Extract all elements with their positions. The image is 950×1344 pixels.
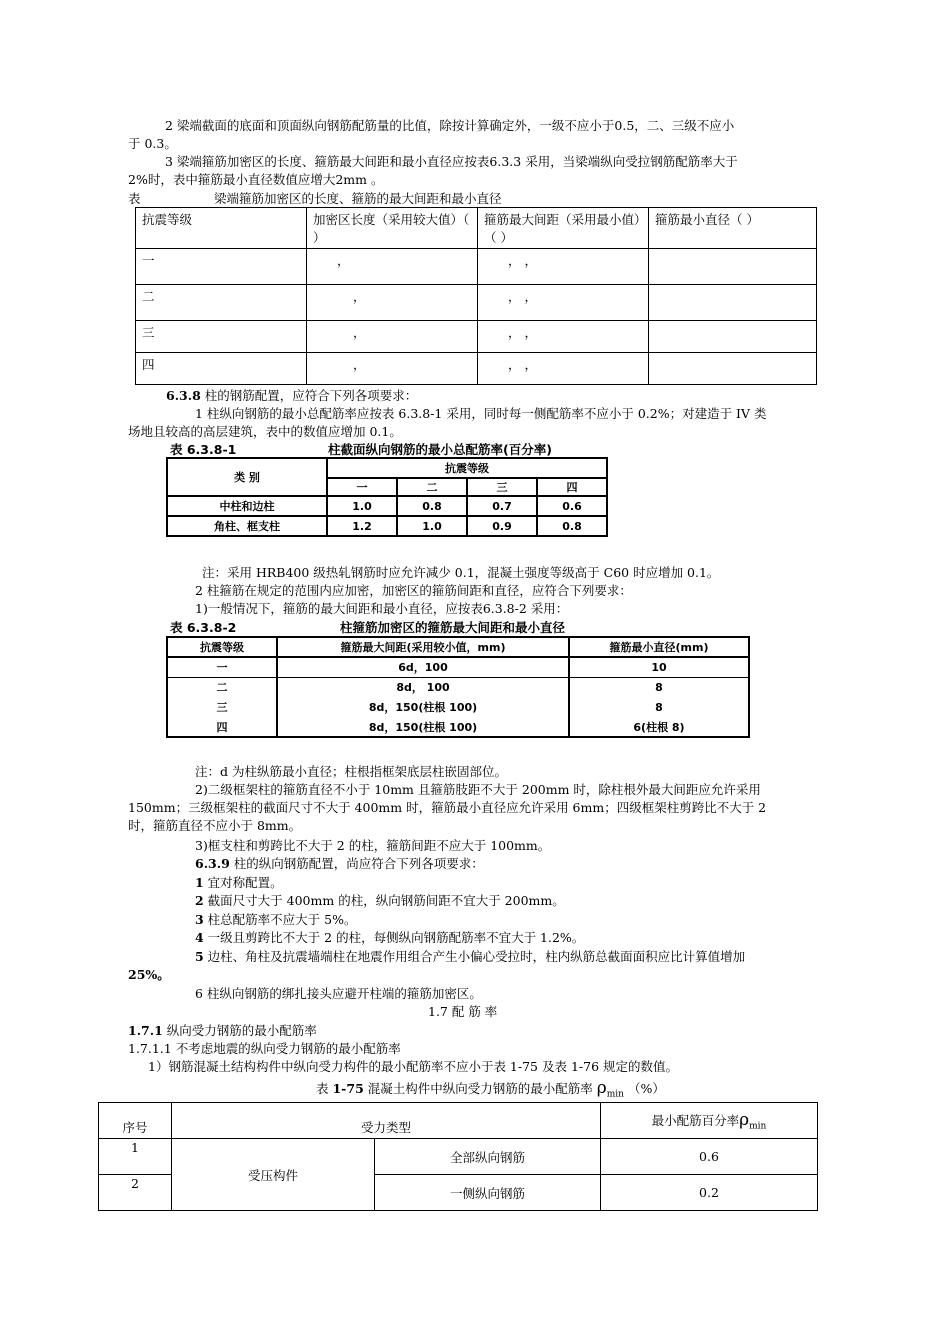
t4-cell-no: 1 <box>99 1139 172 1175</box>
t3-cell: 8d， 100 <box>277 677 569 697</box>
table-row <box>136 353 817 385</box>
t3-cell: 四 <box>167 717 277 737</box>
min-reinforcement-table <box>98 1102 818 1211</box>
beam-stirrup-table <box>135 207 817 385</box>
para-3-line2: 2%时，表中箍筋最小直径数值应增大2mm 。 <box>128 172 384 187</box>
t1-cell <box>649 321 817 353</box>
s639-item: 2 截面尺寸大于 400mm 的柱，纵向钢筋间距不宜大于 200mm。 <box>195 893 565 908</box>
t3-cell: 二 <box>167 677 277 697</box>
t2-category-header: 类 别 <box>167 458 327 496</box>
table-row <box>167 516 607 536</box>
t2-level: 二 <box>397 478 467 496</box>
t1-cell: 三 <box>136 321 307 353</box>
t1-cell: ， ， <box>478 285 649 321</box>
t1-cell: ， <box>307 353 478 385</box>
t1-cell <box>649 353 817 385</box>
column-reinforcement-ratio-table <box>166 457 608 537</box>
t4-header-type: 受力类型 <box>172 1103 601 1139</box>
section-1-7-p1: 1）钢筋混凝土结构构件中纵向受力构件的最小配筋率不应小于表 1-75 及表 1-76 规定的数值。 <box>148 1059 679 1074</box>
t1-header-diameter: 箍筋最小直径（ ） <box>649 208 817 249</box>
table3-title: 柱箍筋加密区的箍筋最大间距和最小直径 <box>340 620 566 635</box>
para-stirrup-dense: 2 柱箍筋在规定的范围内应加密，加密区的箍筋间距和直径，应符合下列要求： <box>195 583 632 598</box>
t4-cell-type: 全部纵向钢筋 <box>375 1139 601 1175</box>
s639-item5-cont: 25%。 <box>128 967 170 982</box>
table2-number: 表 6.3.8-1 <box>170 442 237 457</box>
para-2-level-line1: 2)二级框架柱的箍筋直径不小于 10mm 且箍筋肢距不大于 200mm 时，除柱根外最大间距应允许采用 <box>195 782 761 797</box>
section-638-p1-line1: 1 柱纵向钢筋的最小总配筋率应按表 6.3.8-1 采用，同时每一侧配筋率不应小于 0.2%；对建造于 IV 类 <box>195 406 767 421</box>
t1-header-grade: 抗震等级 <box>136 208 307 249</box>
t3-header-grade: 抗震等级 <box>167 637 277 657</box>
table-row <box>99 1139 818 1175</box>
rho-subscript: min <box>606 1089 624 1100</box>
t3-cell: 6d，100 <box>277 657 569 677</box>
t1-cell: ， ， <box>478 321 649 353</box>
t4-cell-type: 一侧纵向钢筋 <box>375 1175 601 1211</box>
t2-row-name: 角柱、框支柱 <box>167 516 327 536</box>
t1-cell <box>649 249 817 285</box>
table-row <box>167 717 749 737</box>
t2-cell: 1.0 <box>397 516 467 536</box>
section-638-p1-line2: 场地且较高的高层建筑，表中的数值应增加 0.1。 <box>128 424 402 439</box>
note-d: 注：d 为柱纵筋最小直径；柱根指框架底层柱嵌固部位。 <box>195 764 507 779</box>
s639-item: 4 一级且剪跨比不大于 2 的柱，每侧纵向钢筋配筋率不宜大于 1.2%。 <box>195 930 585 945</box>
t1-header-length: 加密区长度（采用较大值）（ ） <box>307 208 478 249</box>
table-row <box>136 321 817 353</box>
table-row <box>167 657 749 677</box>
t2-cell: 0.7 <box>467 496 537 516</box>
t2-cell: 0.8 <box>537 516 607 536</box>
t4-cell-rate: 0.2 <box>601 1175 818 1211</box>
t1-header-spacing: 箍筋最大间距（采用最小值）（ ） <box>478 208 649 249</box>
t2-level: 三 <box>467 478 537 496</box>
note-hrb400: 注：采用 HRB400 级热轧钢筋时应允许减少 0.1，混凝土强度等级高于 C60 时应增加 0.1。 <box>202 565 720 580</box>
t1-cell: ， <box>307 321 478 353</box>
para-general-case: 1)一般情况下，箍筋的最大间距和最小直径，应按表6.3.8-2 采用： <box>195 601 569 616</box>
table-row <box>136 249 817 285</box>
para-2-level-line2: 150mm；三级框架柱的截面尺寸不大于 400mm 时，箍筋最小直径应允许采用 6mm；四级框架柱剪跨比不大于 2 <box>128 800 767 815</box>
t1-cell: 二 <box>136 285 307 321</box>
t3-cell: 一 <box>167 657 277 677</box>
t4-header-no: 序号 <box>99 1103 172 1139</box>
t3-cell: 8 <box>569 697 749 717</box>
column-stirrup-table <box>166 636 750 738</box>
section-1-7-heading: 1.7 配 筋 率 <box>428 1004 498 1019</box>
t4-cell-rate: 0.6 <box>601 1139 818 1175</box>
section-638: 6.3.8 柱的钢筋配置，应符合下列各项要求： <box>166 388 418 403</box>
t3-header-diameter: 箍筋最小直径(mm) <box>569 637 749 657</box>
t4-cell-no: 2 <box>99 1175 172 1211</box>
t1-cell: 四 <box>136 353 307 385</box>
s639-item: 3 柱总配筋率不应大于 5%。 <box>195 912 357 927</box>
s639-item: 5 边柱、角柱及抗震墙端柱在地震作用组合产生小偏心受拉时，柱内纵筋总截面面积应比计算值增加 <box>195 949 746 964</box>
table-row <box>136 285 817 321</box>
rho-symbol: ρ <box>596 1078 607 1098</box>
s639-item6: 6 柱纵向钢筋的绑扎接头应避开柱端的箍筋加密区。 <box>195 986 482 1001</box>
t3-cell: 6(柱根 8) <box>569 717 749 737</box>
t4-cell-group: 受压构件 <box>172 1139 375 1211</box>
t1-cell: 一 <box>136 249 307 285</box>
t1-cell: ， ， <box>478 249 649 285</box>
para-2-level-line3: 时，箍筋直径不应小于 8mm。 <box>128 818 302 833</box>
t1-cell <box>649 285 817 321</box>
t3-cell: 8d，150(柱根 100) <box>277 717 569 737</box>
para-2-line1: 2 梁端截面的底面和顶面纵向钢筋配筋量的比值，除按计算确定外，一级不应小于0.5，二、三级不应小 <box>165 118 735 133</box>
table3-number: 表 6.3.8-2 <box>170 620 237 635</box>
t2-grade-header: 抗震等级 <box>327 458 607 478</box>
section-639: 6.3.9 柱的纵向钢筋配置，尚应符合下列各项要求： <box>195 856 484 871</box>
table-row <box>167 496 607 516</box>
t2-cell: 0.6 <box>537 496 607 516</box>
t3-cell: 8 <box>569 677 749 697</box>
t1-cell: ， ， <box>478 353 649 385</box>
t2-cell: 1.2 <box>327 516 397 536</box>
table1-caption: 梁端箍筋加密区的长度、箍筋的最大间距和最小直径 <box>214 191 502 206</box>
para-3-line1: 3 梁端箍筋加密区的长度、箍筋最大间距和最小直径应按表6.3.3 采用，当梁端纵向受拉钢筋配筋率大于 <box>165 154 738 169</box>
t2-level: 一 <box>327 478 397 496</box>
t2-cell: 1.0 <box>327 496 397 516</box>
t2-level: 四 <box>537 478 607 496</box>
t3-header-spacing: 箍筋最大间距(采用较小值，mm) <box>277 637 569 657</box>
table4-caption: 表 1-75 混凝土构件中纵向受力钢筋的最小配筋率 $\rho_{min}$ （%） <box>316 1078 665 1100</box>
t1-cell: ， <box>307 285 478 321</box>
table-row <box>167 677 749 697</box>
t3-cell: 8d，150(柱根 100) <box>277 697 569 717</box>
t2-cell: 0.9 <box>467 516 537 536</box>
table1-caption-prefix: 表 <box>128 191 141 206</box>
section-1-7-1: 1.7.1 纵向受力钢筋的最小配筋率 <box>128 1023 317 1038</box>
t2-row-name: 中柱和边柱 <box>167 496 327 516</box>
t2-cell: 0.8 <box>397 496 467 516</box>
para-2-line2: 于 0.3。 <box>128 136 177 151</box>
t1-cell: ， <box>307 249 478 285</box>
s639-item: 1 宜对称配置。 <box>195 875 283 890</box>
t4-header-rate: 最小配筋百分率$\rho_{min}$ <box>601 1103 818 1139</box>
t3-cell: 三 <box>167 697 277 717</box>
section-1-7-1-1: 1.7.1.1 不考虑地震的纵向受力钢筋的最小配筋率 <box>128 1041 401 1056</box>
t3-cell: 10 <box>569 657 749 677</box>
table-row <box>167 697 749 717</box>
table2-title: 柱截面纵向钢筋的最小总配筋率(百分率) <box>328 442 552 457</box>
para-3-frame: 3)框支柱和剪跨比不大于 2 的柱，箍筋间距不应大于 100mm。 <box>195 838 551 853</box>
